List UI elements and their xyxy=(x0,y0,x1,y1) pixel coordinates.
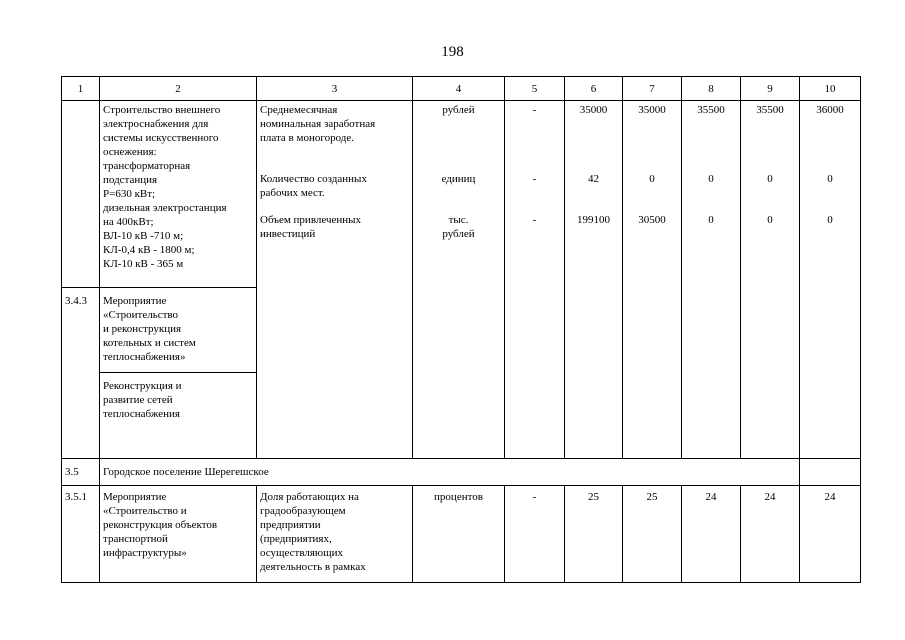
value: 0 xyxy=(708,214,714,226)
value-cell-8 xyxy=(682,486,741,583)
empty-cell xyxy=(800,459,861,486)
value: 0 xyxy=(649,173,655,185)
value: 0 xyxy=(767,214,773,226)
text-line: рублей xyxy=(442,228,475,240)
header-cell: 5 xyxy=(505,77,565,101)
header-cell: 9 xyxy=(741,77,800,101)
text-line: теплоснабжения xyxy=(103,408,180,420)
text-line: КЛ-10 кВ - 365 м xyxy=(103,258,184,270)
text-line: оснежения: xyxy=(103,146,157,158)
row-number: 3.4.3 xyxy=(65,295,87,307)
text-line: Строительство внешнего xyxy=(103,104,221,116)
row-number-cell xyxy=(62,486,100,583)
text-line: осуществляющих xyxy=(260,547,343,559)
text-line: инвестиций xyxy=(260,228,316,240)
text-line: рабочих мест. xyxy=(260,187,325,199)
text-line: плата в моногороде. xyxy=(260,132,354,144)
header-cell: 4 xyxy=(413,77,505,101)
row-number-cell xyxy=(62,288,100,459)
header-cell: 10 xyxy=(800,77,861,101)
value: процентов xyxy=(434,491,483,503)
value-cell-8 xyxy=(682,101,741,459)
row-number-cell xyxy=(62,101,100,288)
header-cell: 1 xyxy=(62,77,100,101)
value-cell-9 xyxy=(741,101,800,459)
table-row xyxy=(62,101,861,288)
row-number: 3.5 xyxy=(65,466,79,478)
value-cell-6 xyxy=(565,486,623,583)
text-line: Мероприятие xyxy=(103,295,167,307)
text-line: инфраструктуры» xyxy=(103,547,187,559)
text-line: единиц xyxy=(441,173,476,185)
text-line: котельных и систем xyxy=(103,337,196,349)
text-line: Доля работающих на xyxy=(260,491,359,503)
text-line: Мероприятие xyxy=(103,491,167,503)
value: 25 xyxy=(646,491,658,503)
value: 24 xyxy=(705,491,717,503)
indicator-names xyxy=(257,486,413,583)
text-line: (предприятиях, xyxy=(260,533,332,545)
text-line: Р=630 кВт; xyxy=(103,188,156,200)
value-cell-5 xyxy=(505,101,565,459)
value: 42 xyxy=(588,173,599,185)
measure-description xyxy=(100,373,257,459)
value: 35500 xyxy=(697,104,725,116)
header-cell: 2 xyxy=(100,77,257,101)
row-number: 3.5.1 xyxy=(65,491,87,503)
header-cell: 3 xyxy=(257,77,413,101)
text-line: «Строительство и xyxy=(103,505,187,517)
text-line: реконструкция объектов xyxy=(103,519,218,531)
value: 36000 xyxy=(816,104,844,116)
text-line: Количество созданных xyxy=(260,173,367,185)
row-number-cell xyxy=(62,459,100,486)
value-cell-5 xyxy=(505,486,565,583)
value: 35000 xyxy=(579,104,608,116)
value-cell-10 xyxy=(800,101,861,459)
value: 35000 xyxy=(638,104,666,116)
value: 24 xyxy=(824,491,836,503)
unit-cell xyxy=(413,486,505,583)
text-line: системы искусственного xyxy=(103,132,219,144)
table-row xyxy=(62,459,861,486)
value: 0 xyxy=(827,214,833,226)
text-line: Объем привлеченных xyxy=(260,214,362,226)
text-line: деятельность в рамках xyxy=(260,561,366,573)
header-cell: 6 xyxy=(565,77,623,101)
value: - xyxy=(532,173,537,185)
text-line: подстанция xyxy=(103,174,158,186)
table-row xyxy=(62,486,861,583)
text-line: ВЛ-10 кВ -710 м; xyxy=(103,230,184,242)
measure-description xyxy=(100,486,257,583)
value: 24 xyxy=(764,491,776,503)
indicator-names xyxy=(257,101,413,459)
measure-description xyxy=(100,288,257,373)
text-line: рублей xyxy=(442,104,475,116)
value: 0 xyxy=(827,173,833,185)
section-title xyxy=(100,459,800,486)
value-cell-7 xyxy=(623,101,682,459)
value-cell-7 xyxy=(623,486,682,583)
header-row xyxy=(62,77,861,101)
value-cell-6 xyxy=(565,101,623,459)
value: - xyxy=(532,104,537,116)
text-line: КЛ-0,4 кВ - 1800 м; xyxy=(103,244,195,256)
text-line: электроснабжения для xyxy=(103,118,209,130)
text-line: «Строительство xyxy=(103,309,179,321)
value: 25 xyxy=(588,491,599,503)
indicators-table xyxy=(61,76,861,583)
text-line: тыс. xyxy=(448,214,469,226)
value-cell-9 xyxy=(741,486,800,583)
page-number: 198 xyxy=(441,44,464,60)
value: 30500 xyxy=(638,214,666,226)
text-line: трансформаторная xyxy=(103,160,191,172)
measure-description xyxy=(100,101,257,288)
value: - xyxy=(532,491,537,503)
text-line: теплоснабжения» xyxy=(103,351,186,363)
value: 199100 xyxy=(577,214,610,226)
text-line: дизельная электростанция xyxy=(103,202,227,214)
unit-cell xyxy=(413,101,505,459)
text-line: градообразующем xyxy=(260,505,346,517)
text-line: транспортной xyxy=(103,533,168,545)
value-cell-10 xyxy=(800,486,861,583)
text-line: номинальная заработная xyxy=(260,118,376,130)
value: 0 xyxy=(767,173,773,185)
text-line: Реконструкция и xyxy=(103,380,182,392)
header-cell: 8 xyxy=(682,77,741,101)
text-line: предприятии xyxy=(260,519,321,531)
text-line: развитие сетей xyxy=(103,394,173,406)
text-line: Среднемесячная xyxy=(260,104,338,116)
value: - xyxy=(532,214,537,226)
value: 0 xyxy=(708,173,714,185)
value: 35500 xyxy=(756,104,784,116)
text-line: на 400кВт; xyxy=(103,216,154,228)
header-cell: 7 xyxy=(623,77,682,101)
text-line: и реконструкция xyxy=(103,323,182,335)
section-title-text: Городское поселение Шерегешское xyxy=(103,466,269,478)
